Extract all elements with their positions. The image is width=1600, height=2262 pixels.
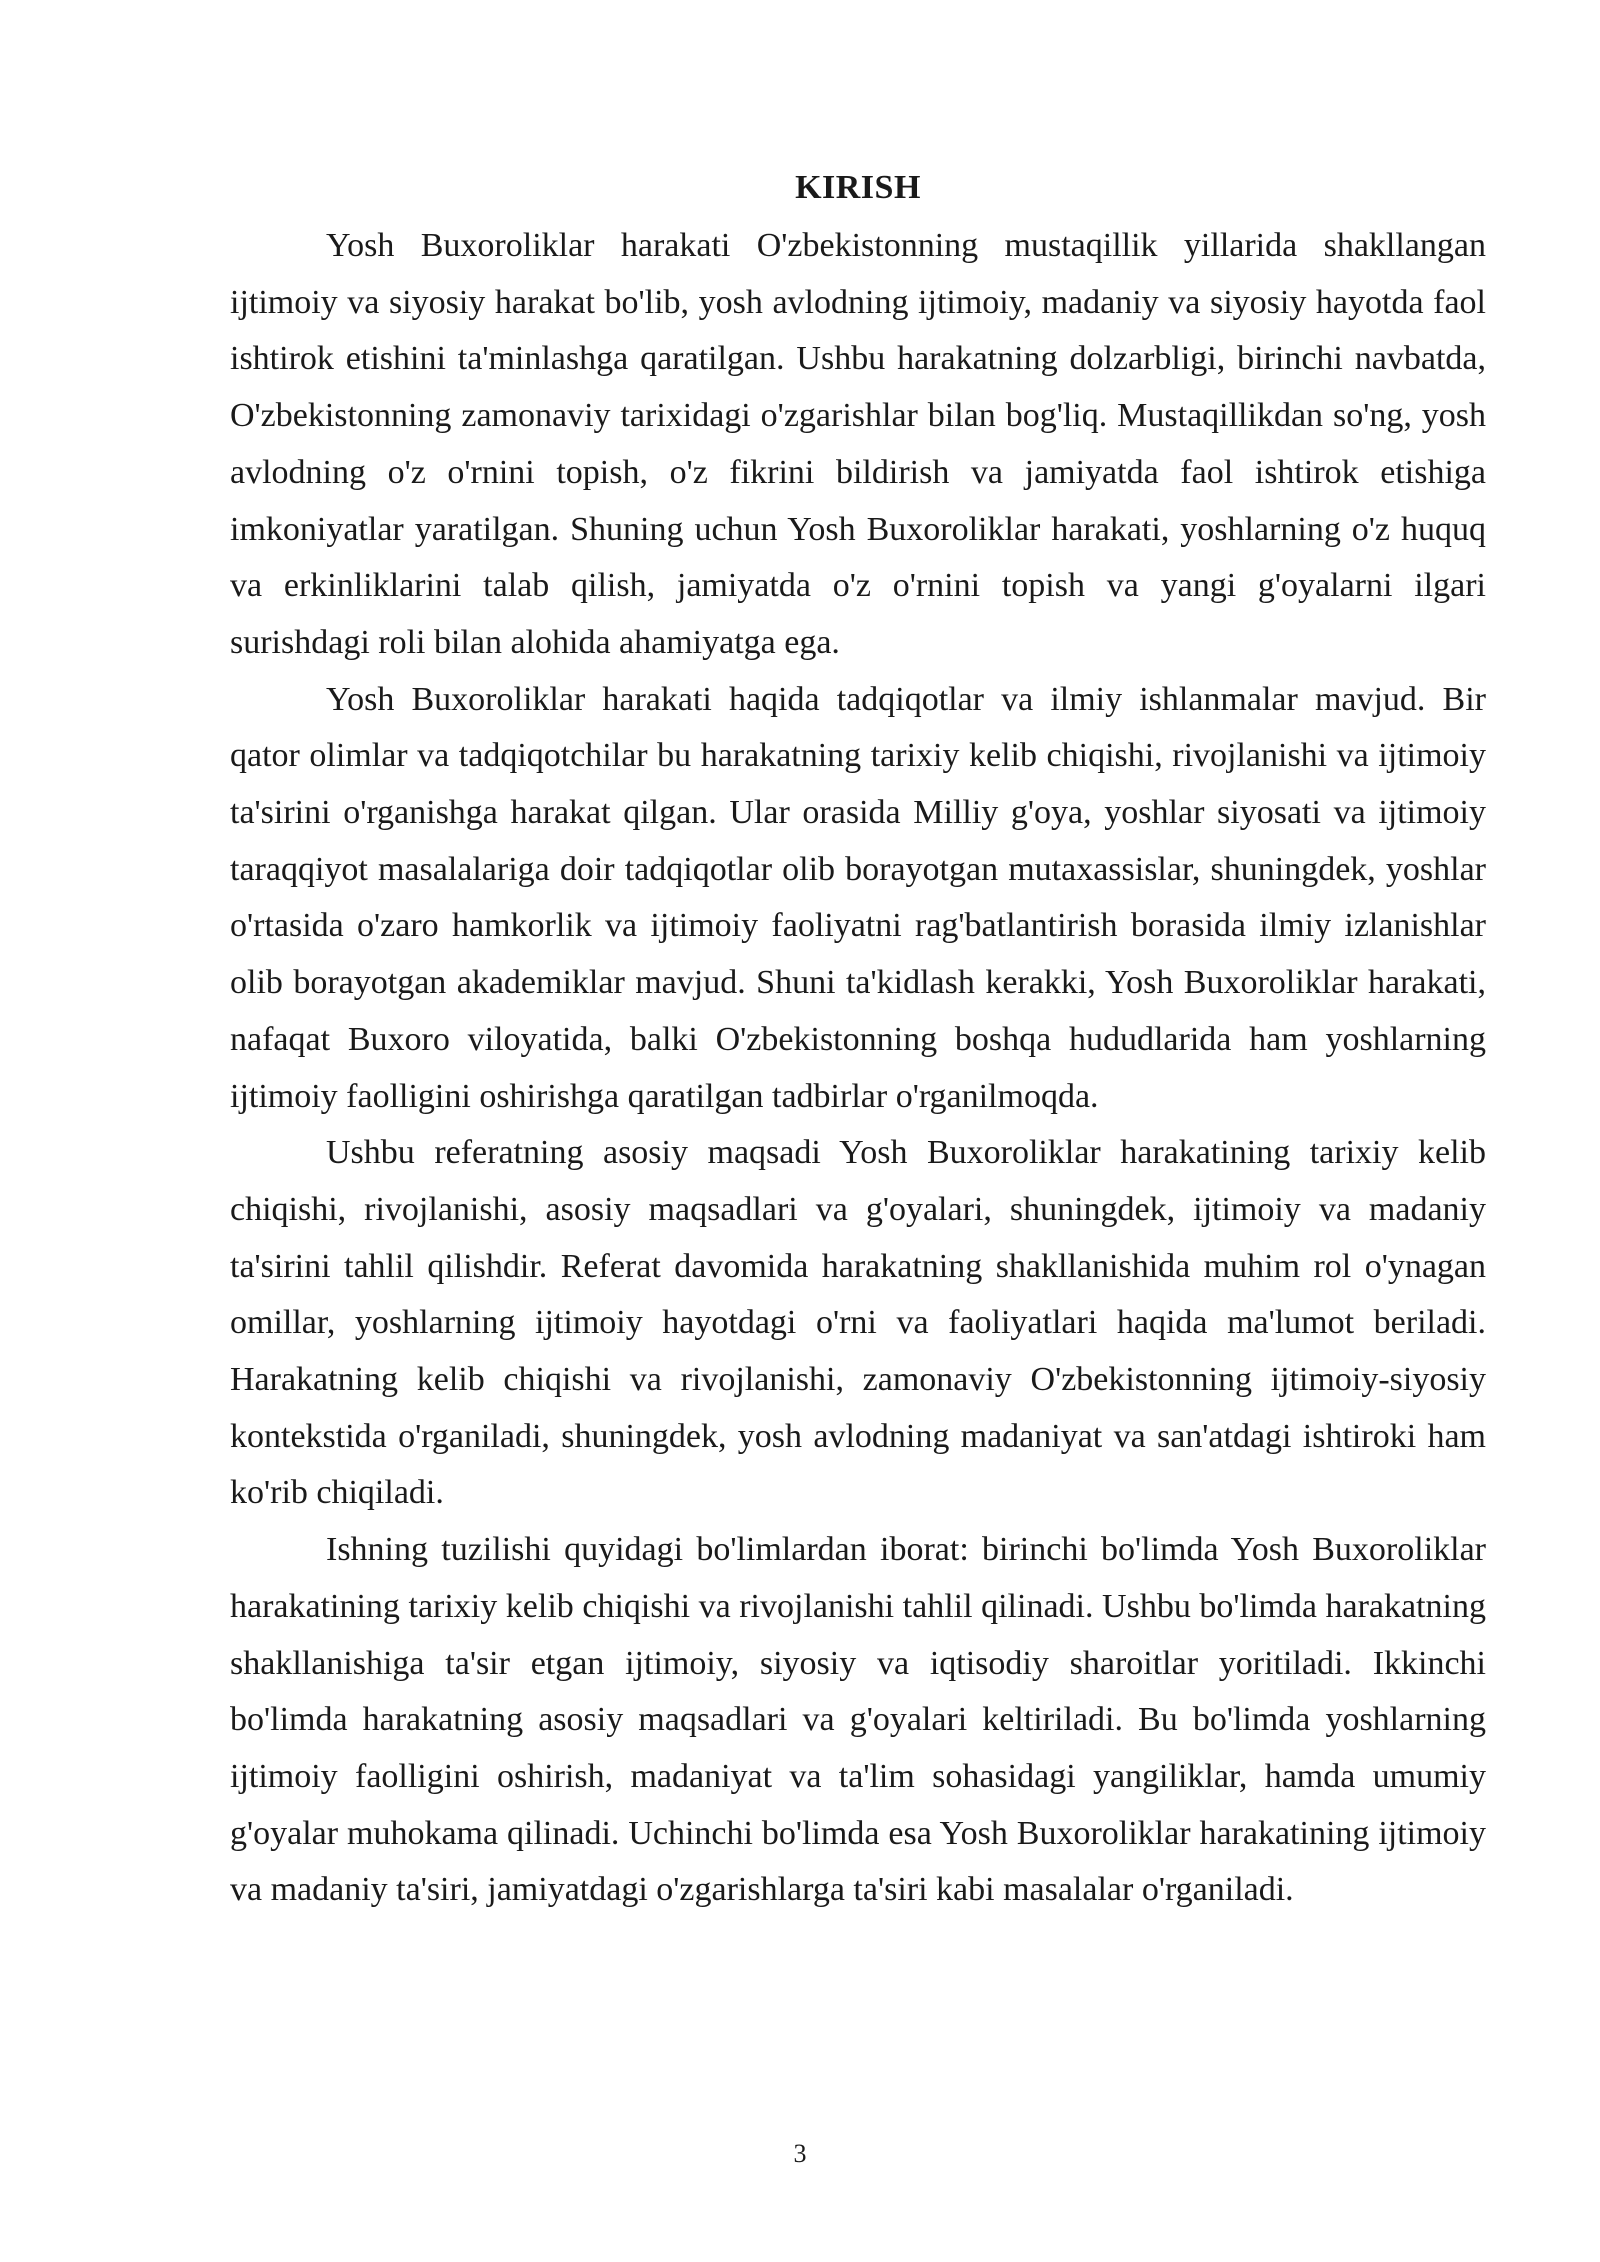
- page-number: 3: [793, 2139, 807, 2168]
- section-title: KIRISH: [795, 169, 921, 206]
- page-content: [230, 160, 1486, 1919]
- paragraph-4: Ishning tuzilishi quyidagi bo'limlardan iborat: birinchi bo'limda Yosh Buxoroliklar harakatining tarixiy kelib chiqishi va rivojlanishi tahlil qilinadi. Ushbu bo'limda harakatning shakllanishiga ta'sir etgan ijtimoiy, siyosiy va iqtisodiy sharoitlar yoritiladi. Ikkinchi bo'limda harakatning asosiy maqsadlari va g'oyalari keltiriladi. Bu bo'limda yoshlarning ijtimoiy faolligini oshirish, madaniyat va ta'lim sohasidagi yangiliklar, hamda umumiy g'oyalar muhokama qilinadi. Uchinchi bo'limda esa Yosh Buxoroliklar harakatining ijtimoiy va madaniy ta'siri, jamiyatdagi o'zgarishlarga ta'siri kabi masalalar o'rganiladi.: [230, 1531, 1486, 1909]
- paragraph-3: Ushbu referatning asosiy maqsadi Yosh Buxoroliklar harakatining tarixiy kelib chiqishi, rivojlanishi, asosiy maqsadlari va g'oyalari, shuningdek, ijtimoiy va madaniy ta'sirini tahlil qilishdir. Referat davomida harakatning shakllanishida muhim rol o'ynagan omillar, yoshlarning ijtimoiy hayotdagi o'rni va faoliyatlari haqida ma'lumot beriladi. Harakatning kelib chiqishi va rivojlanishi, zamonaviy O'zbekistonning ijtimoiy-siyosiy kontekstida o'rganiladi, shuningdek, yosh avlodning madaniyat va san'atdagi ishtiroki ham ko'rib chiqiladi.: [230, 1134, 1486, 1512]
- paragraph-1: Yosh Buxoroliklar harakati O'zbekistonning mustaqillik yillarida shakllangan ijtimoiy va siyosiy harakat bo'lib, yosh avlodning ijtimoiy, madaniy va siyosiy hayotda faol ishtirok etishini ta'minlashga qaratilgan. Ushbu harakatning dolzarbligi, birinchi navbatda, O'zbekistonning zamonaviy tarixidagi o'zgarishlar bilan bog'liq. Mustaqillikdan so'ng, yosh avlodning o'z o'rnini topish, o'z fikrini bildirish va jamiyatda faol ishtirok etishiga imkoniyatlar yaratilgan. Shuning uchun Yosh Buxoroliklar harakati, yoshlarning o'z huquq va erkinliklarini talab qilish, jamiyatda o'z o'rnini topish va yangi g'oyalarni ilgari surishdagi roli bilan alohida ahamiyatga ega.: [230, 227, 1486, 661]
- paragraph-2: Yosh Buxoroliklar harakati haqida tadqiqotlar va ilmiy ishlanmalar mavjud. Bir qator olimlar va tadqiqotchilar bu harakatning tarixiy kelib chiqishi, rivojlanishi va ijtimoiy ta'sirini o'rganishga harakat qilgan. Ular orasida Milliy g'oya, yoshlar siyosati va ijtimoiy taraqqiyot masalalariga doir tadqiqotlar olib borayotgan mutaxassislar, shuningdek, yoshlar o'rtasida o'zaro hamkorlik va ijtimoiy faoliyatni rag'batlantirish borasida ilmiy izlanishlar olib borayotgan akademiklar mavjud. Shuni ta'kidlash kerakki, Yosh Buxoroliklar harakati, nafaqat Buxoro viloyatida, balki O'zbekistonning boshqa hududlarida ham yoshlarning ijtimoiy faolligini oshirishga qaratilgan tadbirlar o'rganilmoqda.: [230, 680, 1486, 1115]
